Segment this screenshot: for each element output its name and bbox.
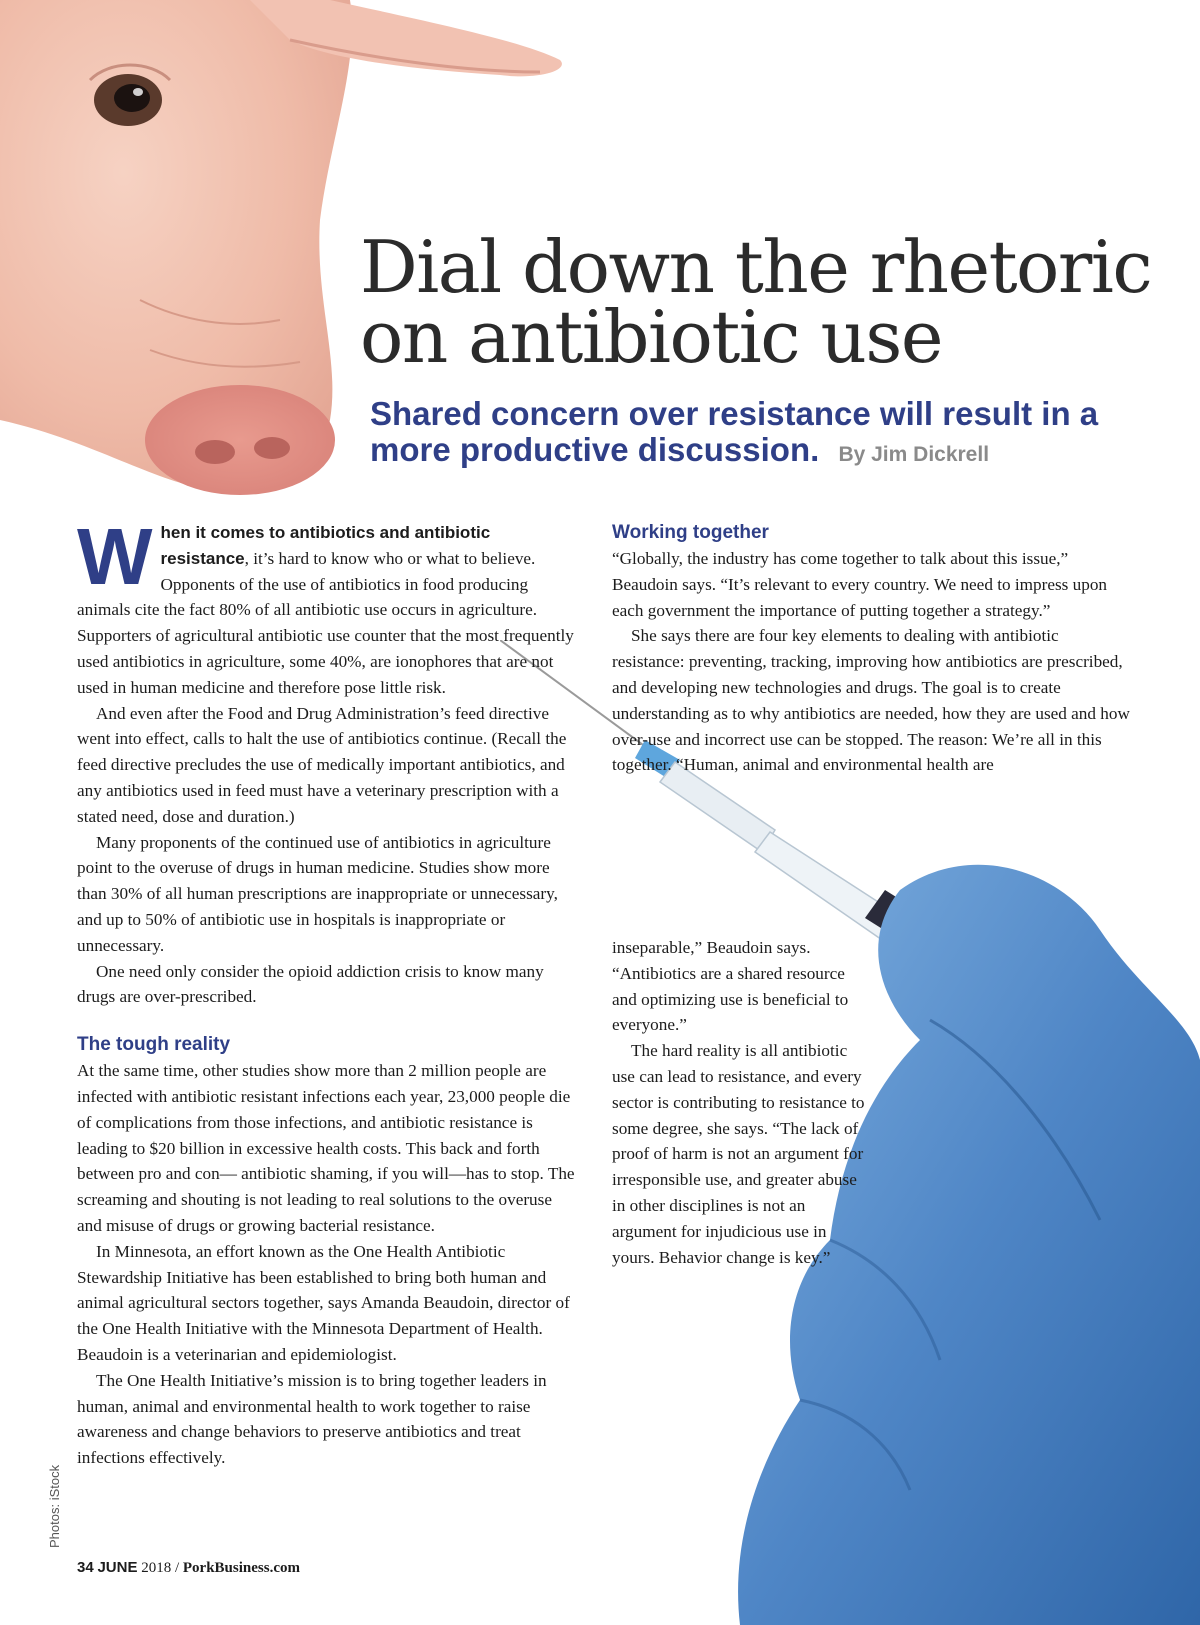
- right-column-bottom: [612, 935, 872, 1270]
- website[interactable]: PorkBusiness.com: [182, 1560, 300, 1576]
- body-paragraph: In Minnesota, an effort known as the One Health Antibiotic Stewardship Initiative has been established to bring both human and animal agricultural sectors together, says Amanda Beaudoin, director of the One Health Initiative with the Minnesota Department of Health. Beaudoin is a veterinarian and epidemiologist.: [77, 1241, 570, 1364]
- article-headline: [360, 225, 1180, 379]
- headline-line-1: Dial down the rhetoric: [360, 225, 1152, 309]
- page-number: 34: [77, 1559, 94, 1576]
- body-paragraph: The One Health Initiative’s mission is to bring together leaders in human, animal and environmental health to work together to raise awareness and change behaviors to preserve antibiotics and treat infections effectively.: [77, 1370, 547, 1468]
- issue-month: JUNE: [97, 1559, 138, 1576]
- deck-text: Shared concern over resistance will result in a more productive discussion.: [370, 395, 1099, 468]
- right-column-top: [612, 520, 1132, 778]
- lead-text: , it’s hard to know who or what to believe. Opponents of the use of antibiotics in food producing animals cite the fact 80% of all antibiotic use occurs in agriculture. Supporters of agricultural antibiotic use counter that the most frequently used antibiotics in agriculture, some 40%, are ionophores that are not used in human medicine and therefore pose little risk.: [77, 548, 574, 697]
- subhead-tough-reality: The tough reality: [77, 1034, 231, 1056]
- lead-in: hen it comes to antibiotics and antibiotic resistance: [160, 523, 491, 568]
- byline: By Jim Dickrell: [838, 443, 990, 466]
- left-column: [77, 512, 581, 1471]
- issue-year: 2018: [141, 1560, 172, 1576]
- subhead-working-together: Working together: [612, 522, 769, 543]
- article-deck: [370, 396, 1170, 473]
- body-paragraph: Many proponents of the continued use of antibiotics in agriculture point to the overuse of drugs in human medicine. Studies show more than 30% of all human prescriptions are inappropriate or unnecessary, and up to 50% of antibiotic use in hospitals is inappropriate or unnecessary.: [77, 832, 558, 955]
- dropcap: W: [77, 512, 153, 601]
- body-paragraph: One need only consider the opioid addiction crisis to know many drugs are over-prescribed.: [77, 961, 544, 1007]
- photo-credit: Photos: iStock: [47, 1464, 62, 1548]
- body-paragraph: inseparable,” Beaudoin says. “Antibiotics are a shared resource and optimizing use is beneficial to everyone.”: [612, 938, 849, 1035]
- text-wrap-spacer: [1131, 623, 1132, 675]
- body-paragraph: At the same time, other studies show more than 2 million people are infected with antibiotic resistant infections each year, 23,000 people die of complications from those infections, and antibiotic resistance is leading to $20 billion in excessive health costs. This back and forth between pro and con— antibiotic shaming, if you will—has to stop. The screaming and shouting is not leading to real solutions to the overuse and misuse of drugs or growing bacterial resistance.: [77, 1061, 575, 1235]
- folio-separator: /: [174, 1560, 180, 1576]
- headline-line-2: on antibiotic use: [360, 295, 942, 379]
- page-folio: [77, 1559, 300, 1577]
- body-paragraph: The hard reality is all antibiotic use can lead to resistance, and every sector is contributing to resistance to some degree, she says. “The lack of proof of harm is not an argument for irresponsible use, and greater abuse in other disciplines is not an argument for injudicious use in yours. Behavior change is key.”: [612, 1041, 865, 1267]
- body-paragraph: “Globally, the industry has come together to talk about this issue,” Beaudoin says. “It’s relevant to every country. We need to impress upon each government the importance of putting together a strategy.”: [612, 549, 1108, 620]
- body-paragraph: And even after the Food and Drug Administration’s feed directive went into effect, calls to halt the use of antibiotics continue. (Recall the feed directive precludes the use of medically important antibiotics, and any antibiotics used in feed must have a veterinary prescription with a stated need, dose and duration.): [77, 703, 567, 826]
- lead-paragraph: [77, 512, 581, 701]
- body-paragraph: She says there are four key elements to dealing with antibiotic resistance: preventing, tracking, improving how antibiotics are prescribed, and developing new technologies and drugs. The goal is to create understanding as to why antibiotics are needed, how they are used and how over-use and incorrect use can be stopped. The reason: We’re all in this together. “Human, animal and environmental health are: [612, 626, 1130, 775]
